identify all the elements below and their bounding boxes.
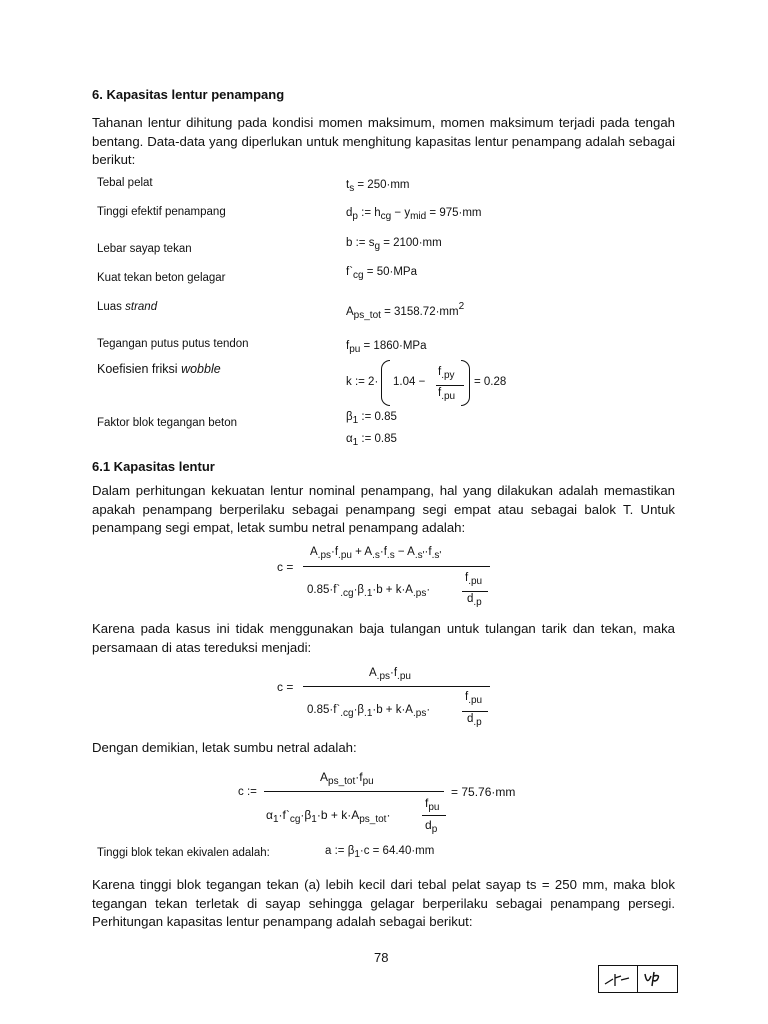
eq1-inner-den: $d_{.p}$ [467,593,482,608]
eq-aps: $A_{ps\_tot} = 3158.72\cdot mm^2$ [346,301,465,321]
eq3-inner-num: $f_{pu}$ [425,796,440,813]
param-label-faktor: Faktor blok tegangan beton [97,417,238,429]
eq3-fraction-line [264,791,444,792]
eq-k-prefix: k := 2· [346,376,379,388]
eq2-fraction-line [303,686,490,687]
eq1-fraction-line [303,566,490,567]
paragraph-3: Dengan demikian, letak sumbu netral adalah: [92,740,357,755]
paren-left [381,360,390,406]
param-label-kuat: Kuat tekan beton gelagar [97,272,226,284]
eq1-denominator: $0.85\cdot f`_{.cg}\cdot\beta_{.1}\cdot b + k\cdot A_{.ps}\cdot$ [307,584,431,599]
param-label-tegangan: Tegangan putus putus tendon [97,338,249,350]
eq-k-num: $f_{.py}$ [438,366,455,381]
eq2-denominator: $0.85\cdot f`_{.cg}\cdot\beta_{.1}\cdot b + k\cdot A_{.ps}\cdot$ [307,704,431,719]
eq2-inner-den: $d_{.p}$ [467,713,482,728]
param-label-luas: Luas strand [97,301,158,313]
paragraph-4: Karena tinggi blok tegangan tekan (a) lebih kecil dari tebal pelat sayap ts = 250 mm, maka blok tegangan tekan terletak di sayap sehingga gelagar berperilaku sebagai penampang persegi. Perhitungan kapasitas lentur penampang adalah sebagai berikut: [92,877,675,930]
eq2-inner-num: $f_{.pu}$ [465,691,483,706]
eq-ts: $t_s = 250\cdot mm$ [346,179,410,194]
param-label-lebar: Lebar sayap tekan [97,243,192,255]
handwritten-initials [599,966,677,992]
eq2-c: c = [277,680,294,694]
eq-fcg: $f`_{cg} = 50\cdot MPa$ [346,266,417,281]
eq-k-den: $f_{.pu}$ [438,387,456,402]
eq2-inner-line [462,711,488,712]
eq1-c: c = [277,560,294,574]
paragraph-1: Dalam perhitungan kekuatan lentur nominal penampang, hal yang dilakukan adalah memastikan apakah penampang berperilaku sebagai penampang segi empat atau sebagai balok T. Untuk penampang segi empat, letak sumbu netral penampang adalah: [92,483,675,536]
param-label-tinggi: Tinggi efektif penampang [97,206,226,218]
page-number: 78 [374,950,389,965]
initials-stamp [598,965,678,993]
eq-beta1: $\beta_1$ := 0.85 [346,411,397,426]
eq3-inner-den: $d_p$ [425,818,438,835]
eq3-c: c := [238,786,257,798]
eq3-inner-line [422,815,446,816]
eq3-denominator: $\alpha_1\cdot f`_{cg}\cdot\beta_1\cdot b + k\cdot A_{ps\_tot}\cdot$ [266,808,391,825]
eq3-numerator: $A_{ps\_tot}\cdot f_{pu}$ [320,770,374,787]
eq3-result: = 75.76·mm [451,785,516,799]
eq-dp: $d_p$ := $h_{cg} - y_{mid} = 975\cdot mm$ [346,207,482,222]
section-heading: 6. Kapasitas lentur penampang [92,87,285,102]
eq-b: b := $s_g = 2100\cdot mm$ [346,237,442,252]
eq-alpha1: $\alpha_1$ := 0.85 [346,433,397,448]
frac-line [436,385,464,386]
eq-k-result: = 0.28 [474,376,507,388]
eq2-numerator: $A_{.ps}\cdot f_{.pu}$ [369,667,411,682]
eq1-inner-num: $f_{.pu}$ [465,572,483,587]
param-label-tebal: Tebal pelat [97,177,153,189]
param-label-koefisien: Koefisien friksi wobble [97,362,221,376]
eq-k-mid: 1.04 − [393,376,426,388]
block-label: Tinggi blok tekan ekivalen adalah: [97,847,270,859]
eq-a: a := $\beta_1\cdot c = 64.40\cdot mm$ [325,845,435,860]
eq1-inner-line [462,591,488,592]
subsection-heading: 6.1 Kapasitas lentur [92,459,215,474]
eq1-numerator: $A_{.ps}\cdot f_{.pu} + A_{.s}\cdot f_{.s} - A_{.s'}\cdot f_{.s'}$ [310,546,442,561]
eq-fpu: $f_{pu} = 1860\cdot MPa$ [346,340,427,355]
intro-paragraph: Tahanan lentur dihitung pada kondisi momen maksimum, momen maksimum terjadi pada tengah bentang. Data-data yang diperlukan untuk menghitung kapasitas lentur penampang adalah sebagai berikut: [92,115,675,168]
paragraph-2: Karena pada kasus ini tidak menggunakan baja tulangan untuk tulangan tarik dan tekan, maka persamaan di atas tereduksi menjadi: [92,621,675,655]
paren-right [461,360,470,406]
